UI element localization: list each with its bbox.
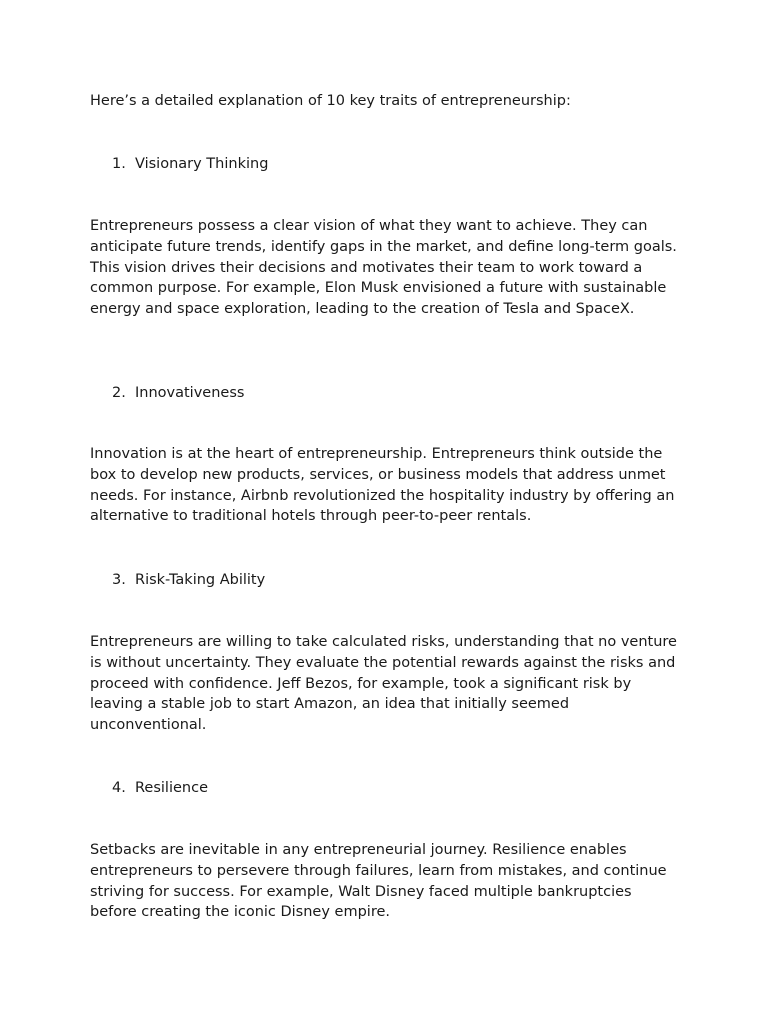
section-number: 2. xyxy=(112,385,126,401)
section-number: 1. xyxy=(112,156,126,172)
section-body: Innovation is at the heart of entrepreneurship. Entrepreneurs think outside the box to develop new products, services, or business models that address unmet needs. For instance, Airbnb revolutionized the hospitality industry by offering an alternative to traditional hotels through peer-to-peer rentals. xyxy=(90,446,675,525)
section-body: Entrepreneurs possess a clear vision of what they want to achieve. They can anticipate future trends, identify gaps in the market, and define long-term goals. This vision drives their decisions and motivates their team to work toward a common purpose. For example, Elon Musk envisioned a future with sustainable energy and space exploration, leading to the creation of Tesla and SpaceX. xyxy=(90,218,677,318)
section-title: Risk-Taking Ability xyxy=(135,572,266,588)
section-title: Resilience xyxy=(135,780,208,796)
intro-paragraph: Here’s a detailed explanation of 10 key traits of entrepreneurship: xyxy=(90,93,571,109)
section-heading xyxy=(112,570,672,591)
section-heading xyxy=(112,778,672,799)
section-title: Visionary Thinking xyxy=(135,156,269,172)
section-body: Setbacks are inevitable in any entrepreneurial journey. Resilience enables entrepreneurs to persevere through failures, learn from mistakes, and continue striving for success. For example, Walt Disney faced multiple bankruptcies before creating the iconic Disney empire. xyxy=(90,842,667,921)
section-body: Entrepreneurs are willing to take calculated risks, understanding that no venture is without uncertainty. They evaluate the potential rewards against the risks and proceed with confidence. Jeff Bezos, for example, took a significant risk by leaving a stable job to start Amazon, an idea that initially seemed unconventional. xyxy=(90,634,677,734)
section-number: 3. xyxy=(112,572,126,588)
section-title: Innovativeness xyxy=(135,385,245,401)
section-number: 4. xyxy=(112,780,126,796)
section-heading xyxy=(112,383,672,404)
section-heading xyxy=(112,154,672,175)
